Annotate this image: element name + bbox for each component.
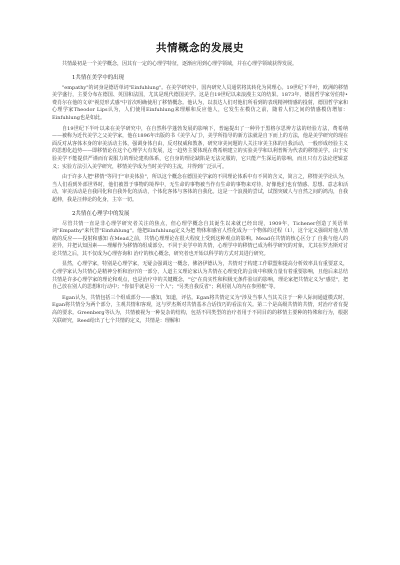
section-2-paragraph-1: 尽管共情一直是非心理学研究者关注的焦点，但心理学概念自其诞生以来就已经出现，1909年，Tichener创造了英语单词"Empathy"来代替"Einfuhlung"。他把Einfuhlung定义为把 物体和感官人性化成为一个物体的过程（1），这个定义强调对他人情绪的反应——投射和感知 在Mead之前，共情心理理论在很大程度上受到这种观点的影响。Mead在共情的核心区分了 自我与他人的差异，并把认知因素——理解作为移情的组成部分。不同于美学中的共情，心理学中的移情已成为科学研究的对象，尤其在罗杰斯对讨论共情之后，其不仅成为心理咨询和 治疗的核心概念，研究者也开始以科学的方式对其进行研究。 bbox=[52, 220, 348, 257]
intro-paragraph: 共情最初是一个美学概念，因其有一定的心理学特征，逐渐应用到心理学领域，并在心理学领域获得发展。 bbox=[62, 61, 298, 67]
section-1-paragraph-3: 由于许多人把"移情"等同于"审美体验"，所以这个概念在德国美学家的不同理论体系中有不同的含义，简言之，移情美学论认为，当人们看到外部世界时，他们被置于事物的境界中，无生命的事物被当作有生命的事物来对待，好像他们也有情感、思想、意志和活动，审美活动是自我同化和自我外化的活动，个体化客体与客体的自我化。这是一个浪漫的尝试，试图突破人与自然之间的鸿沟，自我超伸，我是汪伸论的化身，主宰一切。 bbox=[52, 174, 348, 203]
section-2-paragraph-3: Egan认为，共情包括三个组成部分——感知，知道，评估。Egan将共情定义为"涉及当事人当其关注于一种人际间通道模式时，Egan将共情分为两个部分，主观共情和客观，这与罗杰斯对共情基本合话技巧的看法有关。第二个是高级共情的共情，对治疗者有提高的要求。Greenberg等认为，共情被视为一种复杂的结构，包括不同类型的治疗者用于不同目的的移情主要种的特殊和行为，根据关联研究，Reed给出了七个共情的定义，共情是：理解和 bbox=[52, 294, 348, 324]
section-2-paragraph-2: 显然，心理学家，特别是心理学家，无疑会强调这一概念，佛洛伊德认为，共情对于构建工作联盟和提高分析效率具有重要意义，心理学家认为共情心是精神分析和治疗的一部分，人道主义理论家认为共情在心理变化的会谈中积极力量有着重要影响，且他后来总结共情是许多心理学家的理论和观点，也是治疗中的关键概念，"它"在真实性和积极无条件验证的影响，理论家把共情定义为"感觉"，把自己放在别人的思想和行动中；"你似乎就是另一个人"；"另类自我反省"；利用别人的内在参照框"等。 bbox=[52, 261, 348, 291]
section-1-paragraph-1: "empathy"的词身是德语单词"Einfuhlung"。在美学研究中，国内研究人员通常将其转化为同理心。19世纪下半叶，欧洲的移情美学盛行，主要分布在德国、英国和法国，尤其是现代德国美学。这是自19世纪以来浪漫主义的结果。1873年，德国哲学家劳伯特•费肖尔在他的文章"视觉形式感"中首次明确使用了移情概念。他认为，以表达人们对他们所看到的表现精神情感的投射，德国哲学家和心理学家Theodor Lips认为，人们使用Einfuhlung来理解和反应他人，它发生在模仿之前，随着人们之间的情感模仿增加：Einfuhlung也是如此。 bbox=[52, 84, 348, 121]
section-1-paragraph-2: 自19世纪下半叶以来在美学研究中，在自然科学蓬勃发展的影响下，普遍提出了一种异于黑格尔思辨方法的经验方法，费希纳——被称为近代美学之父美学家，他在1896年出版的书《美学入门》，美学所指导的新方法就是自下而上的方法，他是美学研究的现在面反对从客体本身的审美活动主体，强调身体自由，反对权威和教条，研究审美问题的人关注审美主体的自我活动，一般形成经验主义的思想化趋势——即移情论在这个心理学大有发展，这一趋势主要体现在费希纳建立的实验美学和以利普斯为代表的移情美学。由于实验美学不能提供严谨而有说服力的理论建构体系，它自身的理论缺陷是无法完服的，它只能产生深远的影响，而且只有方法论逻辑意义；实验方法引入美学研究，移情美学成为当时美学的主流，并得到广泛认可。 bbox=[52, 125, 348, 170]
section-1-heading: 1共情在美学中的出现 bbox=[72, 74, 124, 81]
section-2-heading: 2共情在心理学中的发展 bbox=[72, 210, 130, 217]
document-title: 共情概念的发展史 bbox=[156, 42, 244, 54]
